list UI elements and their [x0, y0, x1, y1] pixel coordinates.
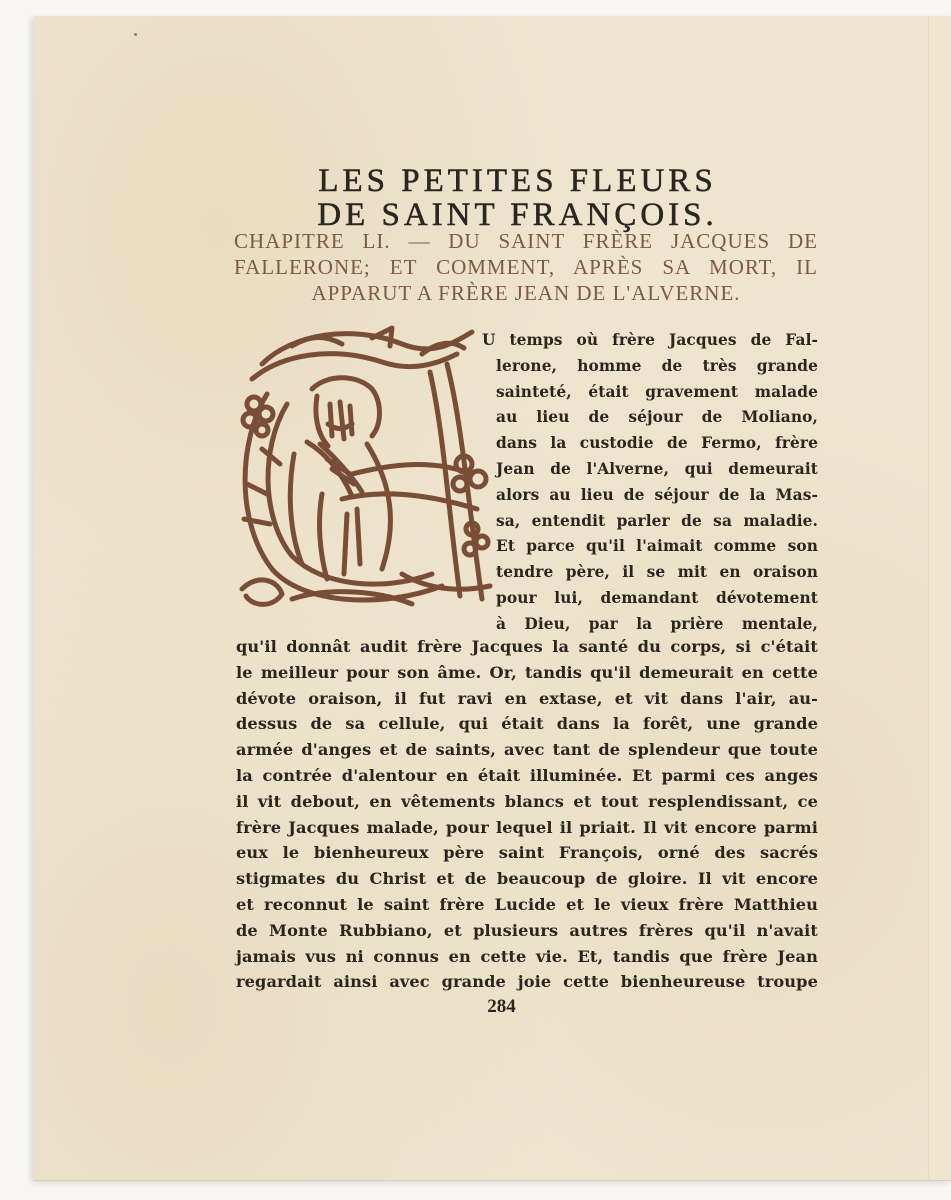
text-line: il vit debout, en vêtements blancs et tout resplendissant, ce	[236, 791, 818, 811]
text-line: lerone, homme de très grande	[496, 356, 818, 375]
chapter-heading	[234, 228, 818, 306]
text-line: dans la custodie de Fermo, frère	[496, 434, 818, 453]
text-line: dessus de sa cellule, qui était dans la forêt, une grande	[236, 714, 818, 734]
chapter-heading-line-3: APPARUT A FRÈRE JEAN DE L'ALVERNE.	[311, 281, 741, 305]
text-line: à Dieu, par la prière mentale,	[496, 614, 818, 633]
text-line: sa, entendit parler de sa maladie.	[496, 511, 818, 530]
page-title	[34, 164, 951, 232]
title-line-2: DE SAINT FRANÇOIS.	[317, 197, 718, 233]
paper-speck	[134, 33, 137, 36]
text-line: pour lui, demandant dévotement	[496, 588, 818, 607]
text-line: armée d'anges et de saints, avec tant de splendeur que toute	[236, 740, 818, 760]
text-line: stigmates du Christ et de beaucoup de gloire. Il vit encore	[236, 869, 818, 889]
chapter-heading-line-1: CHAPITRE LI. — DU SAINT FRÈRE JACQUES DE	[234, 229, 818, 253]
title-line-1: LES PETITES FLEURS	[318, 163, 717, 199]
friar-woodcut-icon	[232, 324, 494, 614]
text-line: jamais vus ni connus en cette vie. Et, tandis que frère Jean	[236, 946, 818, 966]
text-line: frère Jacques malade, pour lequel il priait. Il vit encore parmi	[236, 817, 818, 837]
text-line: au lieu de séjour de Moliano,	[496, 408, 818, 427]
body-text-full-width	[236, 634, 818, 995]
text-line: dévote oraison, il fut ravi en extase, et vit dans l'air, au-	[236, 688, 818, 708]
text-line: et reconnut le saint frère Lucide et le vieux frère Matthieu	[236, 894, 818, 914]
text-line: regardait ainsi avec grande joie cette bienheureuse troupe	[236, 972, 818, 992]
text-line: U temps où frère Jacques de Fal-	[482, 331, 818, 349]
text-line: le meilleur pour son âme. Or, tandis qu'il demeurait en cette	[236, 662, 818, 682]
body-text-beside-illustration	[482, 328, 818, 638]
text-line: de Monte Rubbiano, et plusieurs autres frères qu'il n'avait	[236, 920, 818, 940]
text-line: alors au lieu de séjour de la Mas-	[496, 485, 818, 504]
text-line: sainteté, était gravement malade	[496, 382, 818, 401]
text-line: tendre père, il se mit en oraison	[496, 563, 818, 582]
text-line: Jean de l'Alverne, qui demeurait	[496, 459, 818, 478]
historiated-initial-illustration	[232, 324, 494, 614]
text-line: Et parce qu'il l'aimait comme son	[496, 537, 818, 556]
chapter-heading-line-2: FALLERONE; ET COMMENT, APRÈS SA MORT, IL	[234, 255, 818, 279]
text-line: qu'il donnât audit frère Jacques la santé du corps, si c'était	[236, 637, 818, 656]
text-line: la contrée d'alentour en était illuminée. Et parmi ces anges	[236, 765, 818, 785]
page-number: 284	[487, 996, 516, 1017]
text-line: eux le bienheureux père saint François, orné des sacrés	[236, 843, 818, 863]
